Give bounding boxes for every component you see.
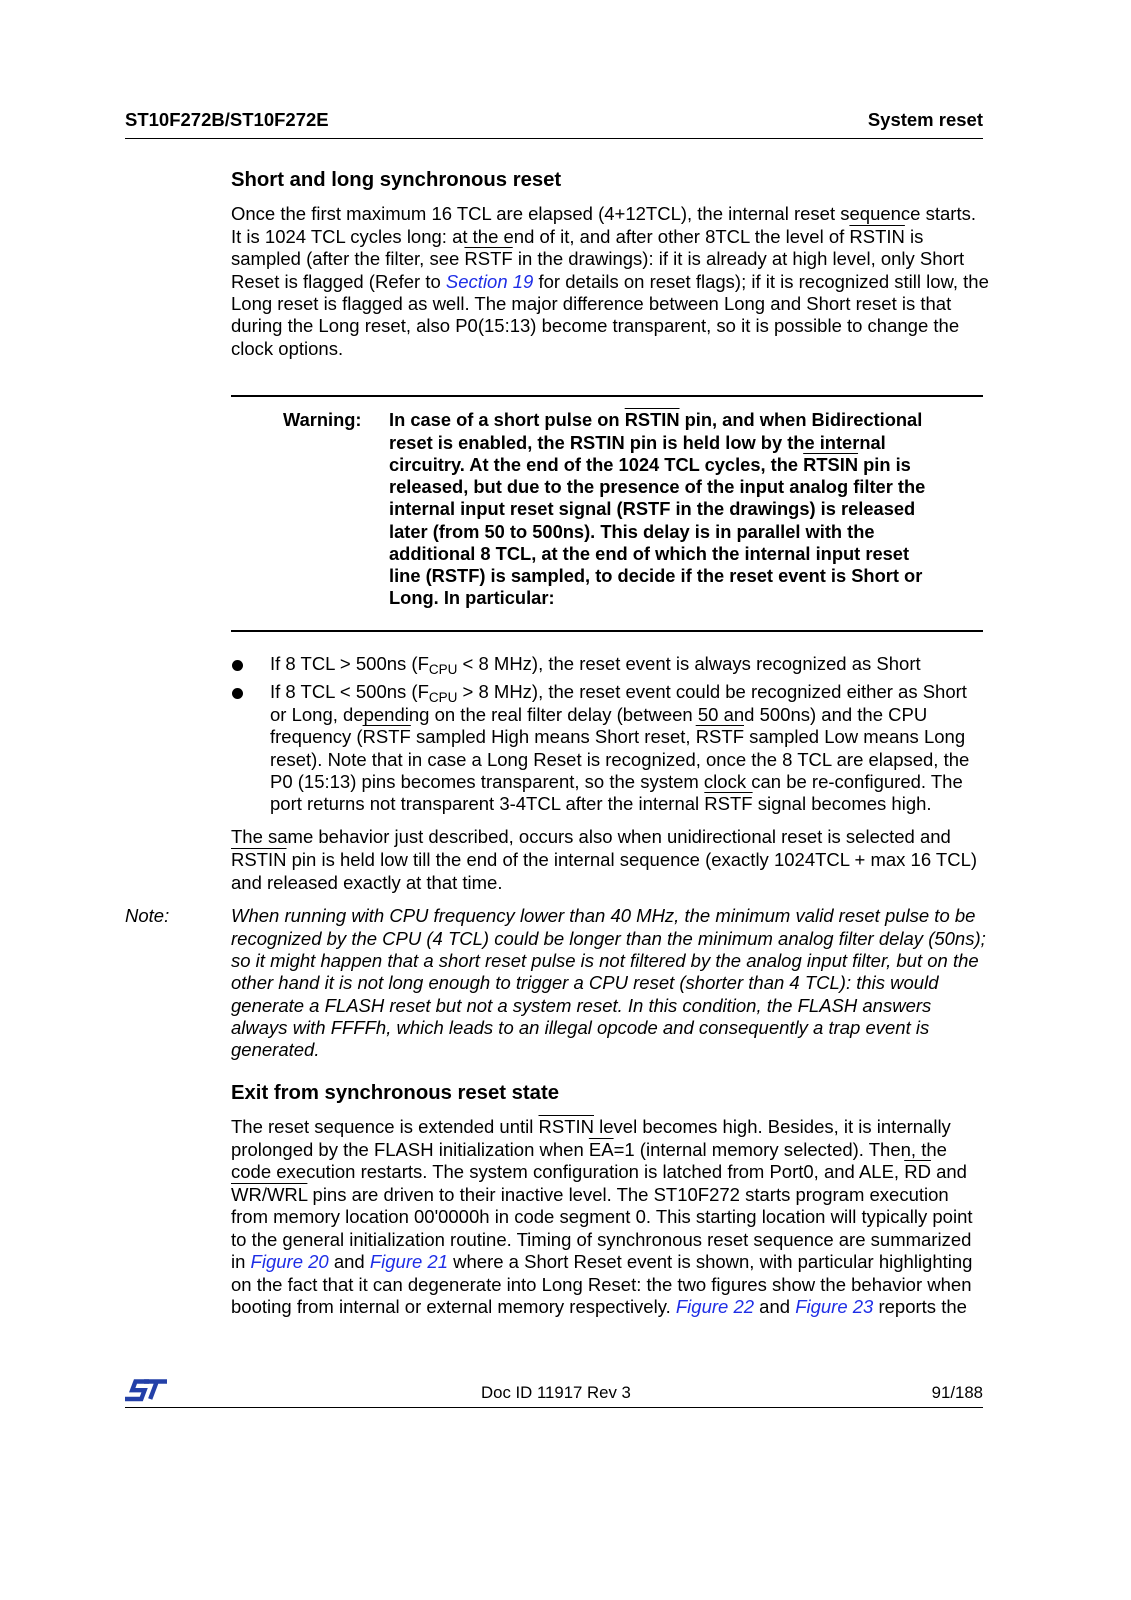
paragraph-line — [231, 1206, 973, 1229]
text-run: port returns not transparent 3-4TCL after the internal — [270, 793, 705, 815]
paragraph-line — [231, 203, 989, 225]
text-run: in the drawings): if it is already at high level, only Short — [512, 248, 965, 270]
paragraph-line — [231, 1184, 973, 1207]
text-run: for details on reset flags); if it is recognized still low, the — [533, 270, 989, 292]
paragraph-line — [231, 248, 989, 270]
bullet-icon — [232, 688, 243, 699]
active-low-signal: RSTIN — [538, 1116, 594, 1138]
text-run: level becomes high. Besides, it is internally — [594, 1116, 951, 1138]
text-run: additional 8 TCL, at the end of which the internal input reset — [389, 542, 910, 564]
active-low-signal: RSTF — [695, 726, 744, 748]
warning-line — [389, 543, 925, 565]
text-run: code execution restarts. The system configuration is latched from Port0, and ALE, — [231, 1161, 905, 1183]
paragraph — [231, 203, 989, 360]
paragraph-line — [231, 1139, 973, 1162]
header-divider — [125, 138, 983, 139]
text-run: internal input reset signal (RSTF in the drawings) is released — [389, 498, 916, 520]
active-low-signal: RSTF — [464, 248, 513, 270]
note-text — [231, 905, 986, 1061]
active-low-signal: $\overline{EA}$ — [588, 1138, 614, 1160]
active-low-signal: RSTIN — [624, 409, 680, 431]
text-run: during the Long reset, also P0(15:13) become transparent, so it is possible to change the — [231, 315, 960, 337]
text-run: to the general initialization routine. Timing of synchronous reset sequence are summarized — [231, 1228, 972, 1250]
note-line — [231, 995, 986, 1017]
bullet-line — [270, 653, 921, 678]
text-run: < 8 MHz), the reset event is always recognized as Short — [457, 653, 921, 675]
st-logo — [123, 1377, 169, 1403]
document-title: ST10F272B/ST10F272E — [125, 108, 329, 130]
text-run: generate a FLASH reset but not a system reset. In this condition, the FLASH answers — [231, 994, 932, 1016]
active-low-signal: RSTIN — [849, 225, 905, 247]
note-line — [231, 950, 986, 972]
cross-reference-link[interactable]: Section 19 — [445, 270, 534, 292]
note-label: Note: — [125, 905, 170, 927]
bullet-icon — [232, 660, 243, 671]
warning-text — [389, 409, 925, 609]
paragraph-line — [231, 849, 977, 872]
text-run: clock options. — [231, 337, 344, 359]
text-run: sampled High means Short reset, — [410, 726, 696, 748]
paragraph-line — [231, 872, 977, 895]
text-run: other hand it is not long enough to trigger a CPU reset (shorter than 4 TCL): this would — [231, 972, 939, 994]
paragraph — [231, 1116, 973, 1319]
text-run: sampled Low means Long — [744, 726, 966, 748]
text-run: always with FFFFh, which leads to an illegal opcode and consequently a trap event is — [231, 1017, 930, 1039]
bullet-line — [270, 726, 969, 748]
text-run: In case of a short pulse on — [389, 409, 625, 431]
text-run: circuitry. At the end of the 1024 TCL cycles, the — [389, 453, 804, 475]
active-low-signal: $\overline{RD}$ — [904, 1161, 931, 1183]
page-number: 91/188 — [931, 1383, 983, 1402]
text-run: pin is — [858, 453, 911, 475]
text-run: generated. — [231, 1039, 320, 1061]
paragraph-line — [231, 315, 989, 337]
text-run: or Long, depending on the real filter delay (between 50 and 500ns) and the CPU — [270, 703, 928, 725]
cross-reference-link[interactable]: Figure 22 — [675, 1296, 755, 1318]
text-run: and — [328, 1251, 370, 1273]
subscript: CPU — [428, 690, 458, 706]
text-run: released, but due to the presence of the input analog filter the — [389, 476, 926, 498]
paragraph — [231, 826, 977, 894]
text-run: reports the — [873, 1296, 967, 1318]
bullet-line — [270, 704, 969, 726]
text-run: =1 (internal memory selected). Then, the — [613, 1138, 947, 1160]
text-run: > 8 MHz), the reset event could be recognized either as Short — [457, 681, 967, 703]
bullet-line — [270, 681, 969, 706]
text-run: If 8 TCL < 500ns (F — [270, 681, 429, 703]
text-run: The same behavior just described, occurs also when unidirectional reset is selected and — [231, 826, 951, 848]
note-line — [231, 1017, 986, 1039]
warning-line — [389, 498, 925, 520]
text-run: pin, and when Bidirectional — [679, 409, 923, 431]
active-low-signal: RSTIN — [231, 849, 287, 871]
bullet-line — [270, 749, 969, 771]
footer-divider — [125, 1407, 983, 1408]
bullet-text — [270, 681, 969, 815]
paragraph-line — [231, 338, 989, 360]
note-line — [231, 972, 986, 994]
warning-label: Warning: — [283, 409, 362, 431]
active-low-signal: WR/WRL — [231, 1183, 308, 1205]
paragraph-line — [231, 1161, 973, 1184]
paragraph-line — [231, 271, 989, 293]
text-run: reset). Note that in case a Long Reset is recognized, once the 8 TCL are elapsed, the — [270, 748, 970, 770]
text-run: When running with CPU frequency lower than 40 MHz, the minimum valid reset pulse to be — [231, 905, 976, 927]
cross-reference-link[interactable]: Figure 21 — [369, 1251, 449, 1273]
warning-line — [389, 587, 925, 609]
warning-top-divider — [231, 395, 983, 397]
text-run: line (RSTF) is sampled, to decide if the reset event is Short or — [389, 565, 923, 587]
bullet-line — [270, 771, 969, 793]
subsection-heading: Short and long synchronous reset — [231, 169, 562, 191]
paragraph-line — [231, 1116, 973, 1139]
paragraph-line — [231, 293, 989, 315]
warning-line — [389, 521, 925, 543]
text-run: The reset sequence is extended until — [231, 1116, 539, 1138]
text-run: If 8 TCL > 500ns (F — [270, 653, 429, 675]
st-logo-t-icon — [144, 1382, 167, 1400]
bullet-line — [270, 793, 969, 815]
text-run: so it might happen that a short reset pulse is not filtered by the analog input filter, but on the — [231, 950, 979, 972]
warning-line — [389, 476, 925, 498]
subsection-heading: Exit from synchronous reset state — [231, 1082, 559, 1104]
paragraph-line — [231, 826, 977, 849]
bullet-text — [270, 653, 921, 678]
text-run: later (from 50 to 500ns). This delay is in parallel with the — [389, 520, 875, 542]
text-run: Once the first maximum 16 TCL are elapsed (4+12TCL), the internal reset sequence starts. — [231, 203, 976, 225]
text-run: pin is held low till the end of the internal sequence (exactly 1024TCL + max 16 TCL) — [286, 849, 978, 871]
subscript: CPU — [428, 662, 458, 678]
warning-line — [389, 409, 925, 431]
note-line — [231, 1039, 986, 1061]
text-run: pins are driven to their inactive level. The ST10F272 starts program execution — [307, 1183, 949, 1205]
text-run: P0 (15:13) pins becomes transparent, so the system clock can be re-configured. The — [270, 771, 963, 793]
text-run: frequency ( — [270, 726, 363, 748]
text-run: signal becomes high. — [752, 793, 932, 815]
warning-line — [389, 454, 925, 476]
text-run: recognized by the CPU (4 TCL) could be longer than the minimum analog filter delay (50ns); — [231, 927, 986, 949]
text-run: Long reset is flagged as well. The major difference between Long and Short reset is that — [231, 293, 952, 315]
paragraph-line — [231, 1229, 973, 1252]
section-title: System reset — [867, 108, 983, 130]
text-run: where a Short Reset event is shown, with particular highlighting — [448, 1251, 973, 1273]
text-run: in — [231, 1251, 251, 1273]
warning-line — [389, 565, 925, 587]
text-run: prolonged by the FLASH initialization when — [231, 1138, 589, 1160]
text-run: Long. In particular: — [389, 587, 555, 609]
cross-reference-link[interactable]: Figure 23 — [795, 1296, 874, 1318]
text-run: reset is enabled, the RSTIN pin is held low by the internal — [389, 431, 886, 453]
cross-reference-link[interactable]: Figure 20 — [250, 1251, 329, 1273]
paragraph-line — [231, 226, 989, 248]
paragraph-line — [231, 1274, 973, 1297]
active-low-signal: RSTF — [704, 793, 753, 815]
warning-bottom-divider — [231, 630, 983, 632]
active-low-signal: RSTF — [362, 726, 411, 748]
text-run: It is 1024 TCL cycles long: at the end of it, and after other 8TCL the level of — [231, 225, 850, 247]
note-line — [231, 905, 986, 927]
paragraph-line — [231, 1296, 973, 1319]
st-logo-s-icon — [125, 1382, 149, 1400]
text-run: on the fact that it can degenerate into Long Reset: the two figures show the behavior when — [231, 1273, 972, 1295]
text-run: Reset is flagged (Refer to — [231, 270, 446, 292]
text-run: is — [904, 225, 924, 247]
note-line — [231, 928, 986, 950]
text-run: and released exactly at that time. — [231, 871, 503, 893]
doc-id: Doc ID 11917 Rev 3 — [481, 1383, 631, 1402]
text-run: from memory location 00'0000h in code segment 0. This starting location will typically point — [231, 1206, 973, 1228]
text-run: and — [930, 1161, 967, 1183]
text-run: booting from internal or external memory respectively. — [231, 1296, 676, 1318]
active-low-signal: RTSIN — [803, 453, 859, 475]
paragraph-line — [231, 1251, 973, 1274]
warning-line — [389, 432, 925, 454]
text-run: sampled (after the filter, see — [231, 248, 465, 270]
text-run: and — [754, 1296, 796, 1318]
